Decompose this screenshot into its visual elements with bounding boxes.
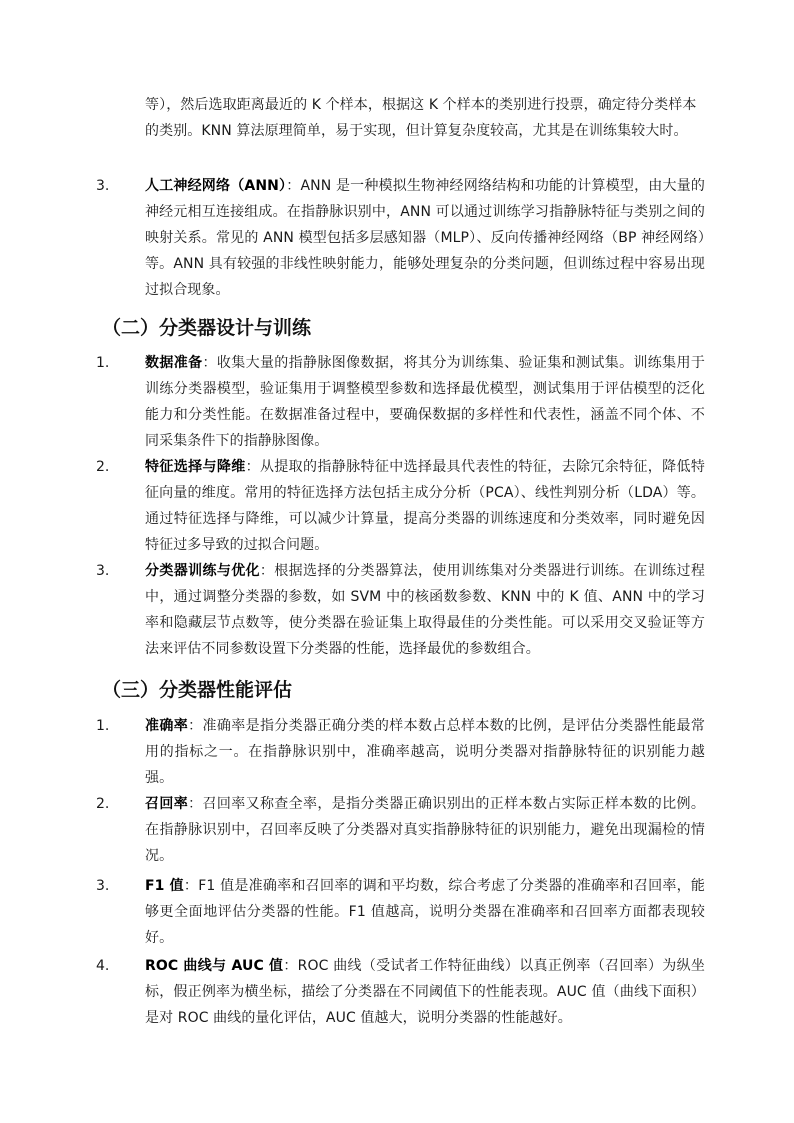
list-item-title: F1 值 xyxy=(145,878,184,894)
list-number: 2. xyxy=(96,459,110,475)
list-item-separator: ： xyxy=(202,355,217,371)
list-item-text: F1 值是准确率和召回率的调和平均数，综合考虑了分类器的准确率和召回率，能够更全面地评估分类器的性能。F1 值越高，说明分类器在准确率和召回率方面都表现较好。 xyxy=(145,878,705,946)
section-heading-performance-evaluation: （三）分类器性能评估 xyxy=(102,679,293,701)
list-number: 3. xyxy=(96,563,110,579)
list-item-text: 从提取的指静脉特征中选择最具代表性的特征，去除冗余特征，降低特征向量的维度。常用的特征选择方法包括主成分分析（PCA）、线性判别分析（LDA）等。通过特征选择与降维，可以减少计算量，提高分类器的训练速度和分类效率，同时避免因特征过多导致的过拟合问题。 xyxy=(145,459,705,553)
list-number: 4. xyxy=(96,958,110,974)
list-item-text: 收集大量的指静脉图像数据，将其分为训练集、验证集和测试集。训练集用于训练分类器模型，验证集用于调整模型参数和选择最优模型，测试集用于评估模型的泛化能力和分类性能。在数据准备过程中，要确保数据的多样性和代表性，涵盖不同个体、不同采集条件下的指静脉图像。 xyxy=(145,355,705,449)
list-item-body xyxy=(145,713,705,791)
list-item-text: ROC 曲线（受试者工作特征曲线）以真正例率（召回率）为纵坐标，假正例率为横坐标，描绘了分类器在不同阈值下的性能表现。AUC 值（曲线下面积）是对 ROC 曲线的量化评估，AUC 值越大，说明分类器的性能越好。 xyxy=(145,958,705,1026)
list-item-text: ANN 是一种模拟生物神经网络结构和功能的计算模型，由大量的神经元相互连接组成。在指静脉识别中，ANN 可以通过训练学习指静脉特征与类别之间的映射关系。常见的 ANN 模型包括多层感知器（MLP）、反向传播神经网络（BP 神经网络）等。ANN 具有较强的非线性映射能力，能够处理复杂的分类问题，但训练过程中容易出现过拟合现象。 xyxy=(145,178,705,298)
list-item-text: 根据选择的分类器算法，使用训练集对分类器进行训练。在训练过程中，通过调整分类器的参数，如 SVM 中的核函数参数、KNN 中的 K 值、ANN 中的学习率和隐藏层节点数等，使分类器在验证集上取得最佳的分类性能。可以采用交叉验证等方法来评估不同参数设置下分类器的性能，选择最优的参数组合。 xyxy=(145,563,705,657)
list-item-title: 数据准备 xyxy=(145,355,203,371)
list-item-title: 人工神经网络（ANN） xyxy=(145,178,287,194)
list-item-separator: ： xyxy=(188,718,203,734)
list-item-title: 召回率 xyxy=(145,796,189,812)
list-number: 3. xyxy=(96,178,110,194)
list-item-body xyxy=(145,873,705,951)
list-item-body xyxy=(145,558,705,662)
list-item-title: 准确率 xyxy=(145,718,189,734)
list-item-title: 分类器训练与优化 xyxy=(145,563,260,579)
list-item-body xyxy=(145,953,705,1031)
knn-continuation-paragraph: 等），然后选取距离最近的 K 个样本，根据这 K 个样本的类别进行投票，确定待分类样本的类别。KNN 算法原理简单，易于实现，但计算复杂度较高，尤其是在训练集较大时。 xyxy=(145,97,697,139)
list-item-body xyxy=(145,350,705,454)
list-item-title: ROC 曲线与 AUC 值 xyxy=(145,958,284,974)
list-item-separator: ： xyxy=(245,459,260,475)
list-item-text: 召回率又称查全率，是指分类器正确识别出的正样本数占实际正样本数的比例。在指静脉识别中，召回率反映了分类器对真实指静脉特征的识别能力，避免出现漏检的情况。 xyxy=(145,796,705,864)
list-item-text: 准确率是指分类器正确分类的样本数占总样本数的比例，是评估分类器性能最常用的指标之一。在指静脉识别中，准确率越高，说明分类器对指静脉特征的识别能力越强。 xyxy=(145,718,705,786)
section-heading-classifier-design: （二）分类器设计与训练 xyxy=(102,317,312,339)
list-item-separator: ： xyxy=(188,796,203,812)
list-number: 1. xyxy=(96,718,110,734)
list-item-body xyxy=(145,173,705,303)
list-item-separator: ： xyxy=(259,563,275,579)
list-number: 1. xyxy=(96,355,110,371)
list-item-separator: ： xyxy=(183,878,199,894)
list-item-separator: ： xyxy=(286,178,301,194)
list-item-separator: ： xyxy=(283,958,298,974)
list-item-body xyxy=(145,791,705,869)
list-item-body xyxy=(145,454,705,558)
list-number: 2. xyxy=(96,796,110,812)
list-item-title: 特征选择与降维 xyxy=(145,459,246,475)
list-number: 3. xyxy=(96,878,110,894)
